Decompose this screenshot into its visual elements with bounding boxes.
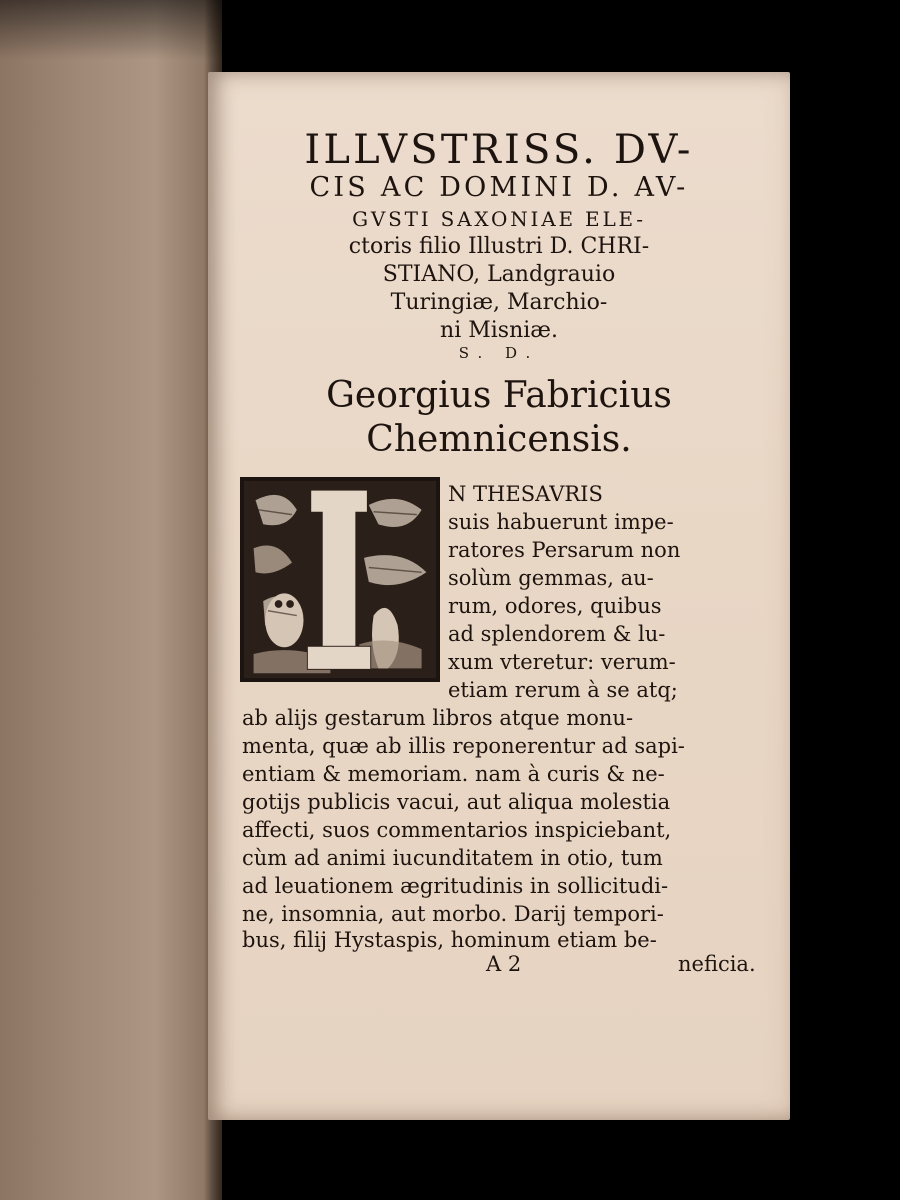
heading-line-4: ctoris filio Illustri D. CHRI-: [348, 234, 650, 259]
text-line-2: suis habuerunt impe-: [448, 510, 674, 534]
book-page: [208, 72, 790, 1120]
text-line-6: ad splendorem & lu-: [448, 622, 666, 646]
text-line-3: ratores Persarum non: [448, 538, 681, 562]
text-line-10: menta, quæ ab illis reponerentur ad sapi-: [242, 734, 685, 758]
text-line-9: ab alijs gestarum libros atque monu-: [242, 706, 634, 730]
text-line-1: N THESAVRIS: [448, 482, 603, 506]
heading-line-5: STIANO, Landgrauio: [382, 262, 616, 287]
text-line-7: xum vteretur: verum-: [448, 650, 676, 674]
author-origin: Chemnicensis.: [366, 419, 632, 460]
text-line-16: ne, insomnia, aut morbo. Darij tempori-: [242, 902, 664, 926]
author-name: Georgius Fabricius: [326, 375, 672, 416]
signature-mark: A 2: [486, 952, 522, 976]
text-line-8: etiam rerum à se atq;: [448, 678, 678, 702]
heading-line-6: Turingiæ, Marchio-: [390, 290, 608, 315]
text-line-11: entiam & memoriam. nam à curis & ne-: [242, 762, 665, 786]
heading-line-1: ILLVSTRISS. DV-: [304, 127, 694, 173]
text-line-17: bus, filij Hystaspis, hominum etiam be-: [242, 928, 657, 952]
text-line-14: cùm ad animi iucunditatem in otio, tum: [242, 846, 663, 870]
catchword: neficia.: [678, 952, 756, 976]
salutation: S. D.: [458, 344, 540, 362]
text-line-5: rum, odores, quibus: [448, 594, 662, 618]
text-line-4: solùm gemmas, au-: [448, 566, 654, 590]
text-line-13: affecti, suos commentarios inspiciebant,: [242, 818, 672, 842]
facing-page: [0, 0, 222, 1200]
heading-line-3: GVSTI SAXONIAE ELE-: [352, 207, 646, 231]
text-line-15: ad leuationem ægritudinis in sollicitudi-: [242, 874, 669, 898]
facing-page-shadow: [0, 0, 222, 60]
heading-line-2: CIS AC DOMINI D. AV-: [309, 172, 689, 203]
heading-line-7: ni Misniæ.: [440, 318, 558, 343]
woodcut-initial-i-illustration: [240, 477, 440, 682]
text-line-12: gotijs publicis vacui, aut aliqua molestia: [242, 790, 671, 814]
